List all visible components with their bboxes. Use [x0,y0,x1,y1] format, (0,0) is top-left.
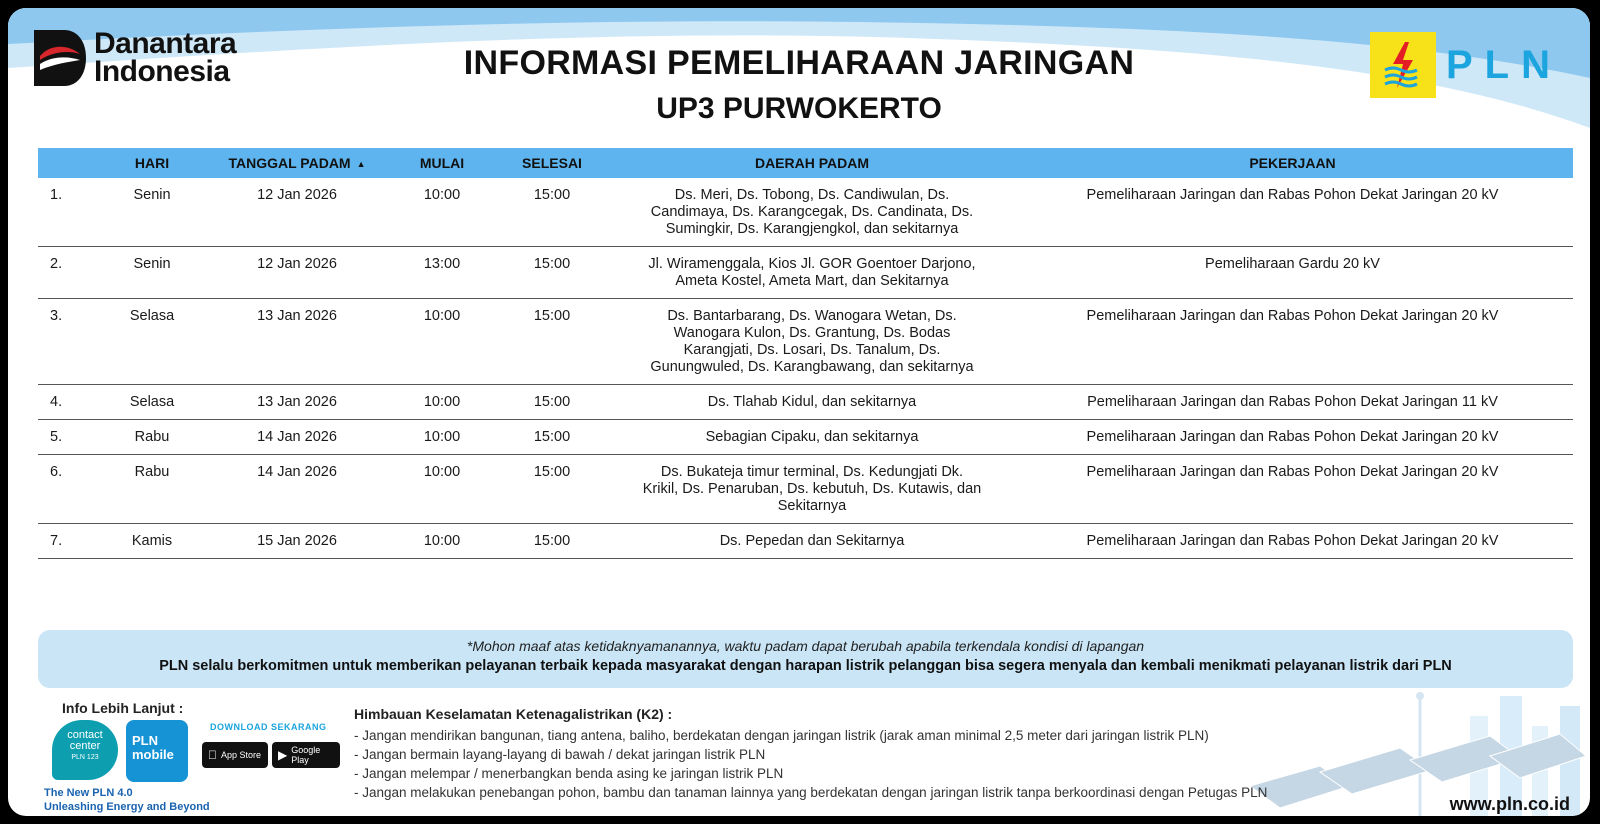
header-mulai[interactable]: MULAI [392,148,492,178]
row-number: 2. [38,247,102,299]
row-number: 1. [38,178,102,247]
cell-pekerjaan: Pemeliharaan Jaringan dan Rabas Pohon Dekat Jaringan 20 kV [1012,299,1573,385]
row-number: 7. [38,524,102,559]
pln-wordmark: PLN [1446,42,1562,87]
download-label: DOWNLOAD SEKARANG [210,722,327,732]
daerah-line: Sekitarnya [777,498,847,514]
header-wave-background [8,8,1590,158]
cell-pekerjaan: Pemeliharaan Jaringan dan Rabas Pohon Dekat Jaringan 20 kV [1012,420,1573,455]
daerah-line: Ds. Bantarbarang, Ds. Wanogara Wetan, Ds. [667,308,957,324]
cell-pekerjaan: Pemeliharaan Jaringan dan Rabas Pohon Dekat Jaringan 20 kV [1012,178,1573,247]
cell-tanggal-padam: 13 Jan 2026 [202,385,392,420]
notice-commitment: PLN selalu berkomitmen untuk memberikan pelayanan terbaik kepada masyarakat dengan harapan listrik pelanggan bisa segera menyala dan kembali menikmati pelayanan listrik dari PLN [159,658,1452,674]
header-pekerjaan[interactable]: PEKERJAAN [1012,148,1573,178]
cell-daerah-padam [612,247,1012,299]
pln-logo [1370,32,1562,98]
cell-daerah-padam [612,420,1012,455]
daerah-line: Ameta Kostel, Ameta Mart, dan Sekitarnya [675,273,949,289]
row-number: 5. [38,420,102,455]
cell-mulai: 10:00 [392,455,492,524]
header-selesai[interactable]: SELESAI [492,148,612,178]
header-no [38,148,102,178]
cell-daerah-padam [612,299,1012,385]
row-number: 6. [38,455,102,524]
cell-mulai: 10:00 [392,420,492,455]
table-row [38,299,1573,385]
cell-daerah-padam [612,178,1012,247]
cell-mulai: 13:00 [392,247,492,299]
safety-notice-list [354,726,1267,802]
info-heading: Info Lebih Lanjut : [62,700,184,716]
apple-icon [208,748,217,762]
cell-tanggal-padam: 15 Jan 2026 [202,524,392,559]
cell-selesai: 15:00 [492,299,612,385]
cell-pekerjaan: Pemeliharaan Gardu 20 kV [1012,247,1573,299]
pln-lightning-icon [1370,32,1436,98]
cell-selesai: 15:00 [492,385,612,420]
cell-pekerjaan: Pemeliharaan Jaringan dan Rabas Pohon Dekat Jaringan 20 kV [1012,524,1573,559]
row-number: 4. [38,385,102,420]
cell-mulai: 10:00 [392,299,492,385]
google-play-button[interactable]: ▶ Google Play [272,742,340,768]
cell-hari: Selasa [102,385,202,420]
table-row [38,455,1573,524]
cell-selesai: 15:00 [492,524,612,559]
safety-notice-title: Himbauan Keselamatan Ketenagalistrikan (K2) : [354,706,673,722]
cell-pekerjaan: Pemeliharaan Jaringan dan Rabas Pohon Dekat Jaringan 11 kV [1012,385,1573,420]
cell-selesai: 15:00 [492,420,612,455]
cell-selesai: 15:00 [492,247,612,299]
safety-item: - Jangan melakukan penebangan pohon, bambu dan tanaman lainnya yang berdekatan dengan jaringan listrik tanpa berkoordinasi dengan Petugas PLN [354,785,1268,800]
daerah-line: Candimaya, Ds. Karangcegak, Ds. Candinata, Ds. [650,204,974,220]
pln-tagline: The New PLN 4.0 Unleashing Energy and Beyond [44,787,210,813]
contact-center-icon[interactable]: contact center PLN 123 [52,720,118,780]
daerah-line: Wanogara Kulon, Ds. Grantung, Ds. Bodas [673,325,951,341]
cell-mulai: 10:00 [392,178,492,247]
cell-selesai: 15:00 [492,178,612,247]
daerah-line: Ds. Meri, Ds. Tobong, Ds. Candiwulan, Ds. [674,187,950,203]
cell-mulai: 10:00 [392,524,492,559]
daerah-line: Karangjati, Ds. Losari, Ds. Tanalum, Ds. [683,342,941,358]
cell-daerah-padam [612,524,1012,559]
pln-mobile-icon[interactable]: PLN mobile [126,720,188,782]
cell-hari: Senin [102,178,202,247]
cell-selesai: 15:00 [492,455,612,524]
header-tanggal-padam[interactable]: TANGGAL PADAM ▲ [202,148,392,178]
daerah-line: Sumingkir, Ds. Karangjengkol, dan sekitarnya [665,221,959,237]
safety-item: - Jangan melempar / menerbangkan benda asing ke jaringan listrik PLN [354,766,784,781]
cell-tanggal-padam: 12 Jan 2026 [202,247,392,299]
cell-tanggal-padam: 14 Jan 2026 [202,455,392,524]
safety-item: - Jangan bermain layang-layang di bawah / dekat jaringan listrik PLN [354,747,766,762]
page-subtitle: UP3 PURWOKERTO [656,92,942,125]
row-number: 3. [38,299,102,385]
maintenance-info-poster [8,8,1590,816]
danantara-wordmark: Danantara Indonesia [94,27,237,88]
notice-disclaimer: *Mohon maaf atas ketidaknyamanannya, waktu padam dapat berubah apabila terkendala kondisi di lapangan [466,638,1145,654]
cell-tanggal-padam: 14 Jan 2026 [202,420,392,455]
cell-daerah-padam [612,385,1012,420]
website-link[interactable]: www.pln.co.id [1449,794,1570,814]
table-row [38,178,1573,247]
sort-ascending-icon[interactable]: ▲ [356,159,366,170]
daerah-line: Ds. Pepedan dan Sekitarnya [719,533,905,549]
page-title: INFORMASI PEMELIHARAAN JARINGAN [463,44,1135,82]
cell-hari: Kamis [102,524,202,559]
table-row [38,524,1573,559]
header-daerah-padam[interactable]: DAERAH PADAM [612,148,1012,178]
safety-item: - Jangan mendirikan bangunan, tiang antena, baliho, berdekatan dengan jaringan listrik (jarak aman minimal 2,5 meter dari jaringan listrik PLN) [354,728,1209,743]
cell-mulai: 10:00 [392,385,492,420]
cell-hari: Senin [102,247,202,299]
play-icon: ▶ [278,748,288,762]
daerah-line: Krikil, Ds. Penaruban, Ds. kebutuh, Ds. Kutawis, dan [642,481,982,497]
app-store-button[interactable]: App Store [202,742,268,768]
daerah-line: Jl. Wiramenggala, Kios Jl. GOR Goentoer Darjono, [648,256,976,272]
table-header-row [38,148,1573,178]
cell-tanggal-padam: 12 Jan 2026 [202,178,392,247]
cell-pekerjaan: Pemeliharaan Jaringan dan Rabas Pohon Dekat Jaringan 20 kV [1012,455,1573,524]
cell-tanggal-padam: 13 Jan 2026 [202,299,392,385]
cell-hari: Selasa [102,299,202,385]
header-hari[interactable]: HARI [102,148,202,178]
table-row [38,247,1573,299]
maintenance-schedule-table [38,148,1573,559]
daerah-line: Gunungwuled, Ds. Karangbawang, dan sekitarnya [650,359,974,375]
cell-hari: Rabu [102,420,202,455]
daerah-line: Ds. Tlahab Kidul, dan sekitarnya [707,394,917,410]
cell-daerah-padam [612,455,1012,524]
table-row [38,420,1573,455]
daerah-line: Ds. Bukateja timur terminal, Ds. Kedungjati Dk. [660,464,964,480]
table-row [38,385,1573,420]
cell-hari: Rabu [102,455,202,524]
daerah-line: Sebagian Cipaku, dan sekitarnya [705,429,919,445]
